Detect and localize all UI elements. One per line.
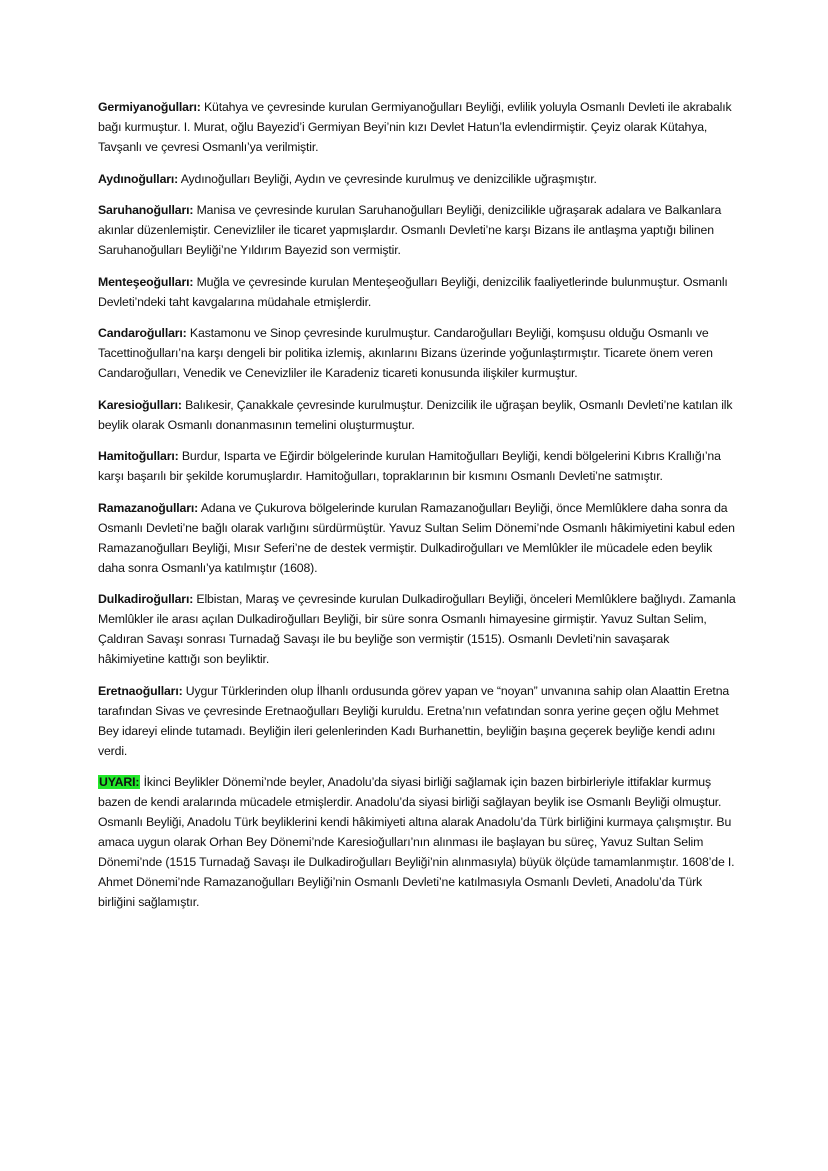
paragraph-term: Eretnaoğulları:	[98, 683, 183, 698]
paragraph-text: Muğla ve çevresinde kurulan Menteşeoğulları Beyliği, denizcilik faaliyetlerinde bulunmuştur. Osmanlı Devleti’ndeki taht kavgalarına müdahale etmişlerdir.	[98, 274, 728, 309]
paragraph-text: Adana ve Çukurova bölgelerinde kurulan Ramazanoğulları Beyliği, önce Memlûklere daha sonra da Osmanlı Devleti’ne bağlı olarak varlığını sürdürmüştür. Yavuz Sultan Selim Dönemi’nde Osmanlı hâkimiyetini kabul eden Ramazanoğulları Beyliği, Mısır Seferi’ne de destek vermiştir. Dulkadiroğulları ve Memlûkler ile mücadele eden beylik daha sonra Osmanlı’ya katılmıştır (1608).	[98, 500, 735, 575]
paragraph-text: Kütahya ve çevresinde kurulan Germiyanoğulları Beyliği, evlilik yoluyla Osmanlı Devleti ile akrabalık bağı kurmuştur. I. Murat, oğlu Bayezid’i Germiyan Beyi’nin kızı Devlet Hatun’la evlendirmiştir. Çeyiz olarak Kütahya, Tavşanlı ve çevresi Osmanlı’ya verilmiştir.	[98, 100, 732, 154]
paragraph-text: Balıkesir, Çanakkale çevresinde kurulmuştur. Denizcilik ile uğraşan beylik, Osmanlı Devleti’ne katılan ilk beylik olarak Osmanlı donanmasının temelini oluşturmuştur.	[98, 397, 733, 432]
paragraph-term: Menteşeoğulları:	[98, 274, 194, 289]
paragraph-candarogullari	[98, 323, 738, 383]
paragraph-text: Aydınoğulları Beyliği, Aydın ve çevresinde kurulmuş ve denizcilikle uğraşmıştır.	[178, 171, 597, 186]
document-body	[98, 97, 738, 924]
warning-paragraph	[98, 772, 738, 912]
paragraph-text: Manisa ve çevresinde kurulan Saruhanoğulları Beyliği, denizcilikle uğraşarak adalara ve Balkanlara akınlar düzenlemiştir. Cenevizliler ile ticaret yapmışlardır. Osmanlı Devleti’ne karşı Bizans ile antlaşma yaptığı bilinen Saruhanoğulları Beyliği’ne Yıldırım Bayezid son vermiştir.	[98, 203, 722, 257]
paragraph-term: Candaroğulları:	[98, 326, 187, 340]
paragraph-text: Elbistan, Maraş ve çevresinde kurulan Dulkadiroğulları Beyliği, önceleri Memlûklere bağlıydı. Zamanla Memlûkler ile arası açılan Dulkadiroğulları Beyliği, bir süre sonra Osmanlı himayesine girmiştir. Yavuz Sultan Selim, Çaldıran Savaşı sonrası Turnadağ Savaşı ile bu beyliğe son vermiştir (1515). Osmanlı Devleti’nin savaşarak hâkimiyetine kattığı son beyliktir.	[98, 592, 736, 666]
paragraph-term: Aydınoğulları:	[98, 171, 179, 186]
paragraph-text: Kastamonu ve Sinop çevresinde kurulmuştur. Candaroğulları Beyliği, komşusu olduğu Osmanlı ve Tacettinoğulları’na karşı dengeli bir politika izlemiş, akınlarını Bizans üzerinde yoğunlaştırmıştır. Ticarete önem veren Candaroğulları, Venedik ve Cenevizliler ile Karadeniz ticareti konusunda ilişkiler kurmuştur.	[98, 326, 713, 380]
paragraph-dulkadirogullari	[98, 589, 738, 669]
paragraph-mentesogullari	[98, 272, 738, 312]
warning-label: UYARI:	[99, 775, 140, 789]
paragraph-aydinogullari	[98, 169, 738, 189]
paragraph-ramazanogullari	[98, 498, 738, 578]
paragraph-term: Ramazanoğulları:	[98, 500, 199, 515]
paragraph-hamitogullari	[98, 446, 738, 486]
paragraph-text: Uygur Türklerinden olup İlhanlı ordusunda görev yapan ve “noyan” unvanına sahip olan Alaattin Eretna tarafından Sivas ve çevresinde Eretnaoğulları Beyliği kuruldu. Eretna’nın vefatından sonra yerine geçen oğlu Mehmet Bey idareyi elinde tutamadı. Beyliğin ileri gelenlerinden Kadı Burhanettin, beyliğin başına geçerek beyliğe kendi adını verdi.	[98, 683, 730, 758]
paragraph-term: Germiyanoğulları:	[98, 100, 201, 114]
paragraph-eretnaogullari	[98, 681, 738, 761]
paragraph-karesiogullari	[98, 395, 738, 435]
paragraph-term: Dulkadiroğulları:	[98, 592, 194, 606]
paragraph-term: Karesioğulları:	[98, 397, 182, 412]
warning-text: İkinci Beylikler Dönemi’nde beyler, Anadolu’da siyasi birliği sağlamak için bazen birbirleriyle ittifaklar kurmuş bazen de kendi aralarında mücadele etmişlerdir. Anadolu’da siyasi birliği sağlayan beylik ise Osmanlı Beyliği olmuştur. Osmanlı Beyliği, Anadolu Türk beyliklerini kendi hâkimiyeti altına alarak Anadolu’da Türk birliğini kurmaya çalışmıştır. Bu amaca uygun olarak Orhan Bey Dönemi’nde Karesioğulları’nın alınması ile başlayan bu süreç, Yavuz Sultan Selim Dönemi’nde (1515 Turnadağ Savaşı ile Dulkadiroğulları Beyliği’nin alınmasıyla) büyük ölçüde tamamlanmıştır. 1608’de I. Ahmet Dönemi’nde Ramazanoğulları Beyliği’nin Osmanlı Devleti’ne katılmasıyla Osmanlı Devleti, Anadolu’da Türk birliğini sağlamıştır.	[98, 775, 735, 909]
paragraph-text: Burdur, Isparta ve Eğirdir bölgelerinde kurulan Hamitoğulları Beyliği, kendi bölgelerini Kıbrıs Krallığı’na karşı başarılı bir şekilde korumuşlardır. Hamitoğulları, topraklarının bir kısmını Osmanlı Devleti’ne satmıştır.	[98, 449, 721, 483]
paragraph-germiyanogullari	[98, 97, 738, 157]
paragraph-saruhanogullari	[98, 200, 738, 260]
paragraph-term: Hamitoğulları:	[98, 449, 179, 463]
paragraph-term: Saruhanoğulları:	[98, 203, 194, 217]
